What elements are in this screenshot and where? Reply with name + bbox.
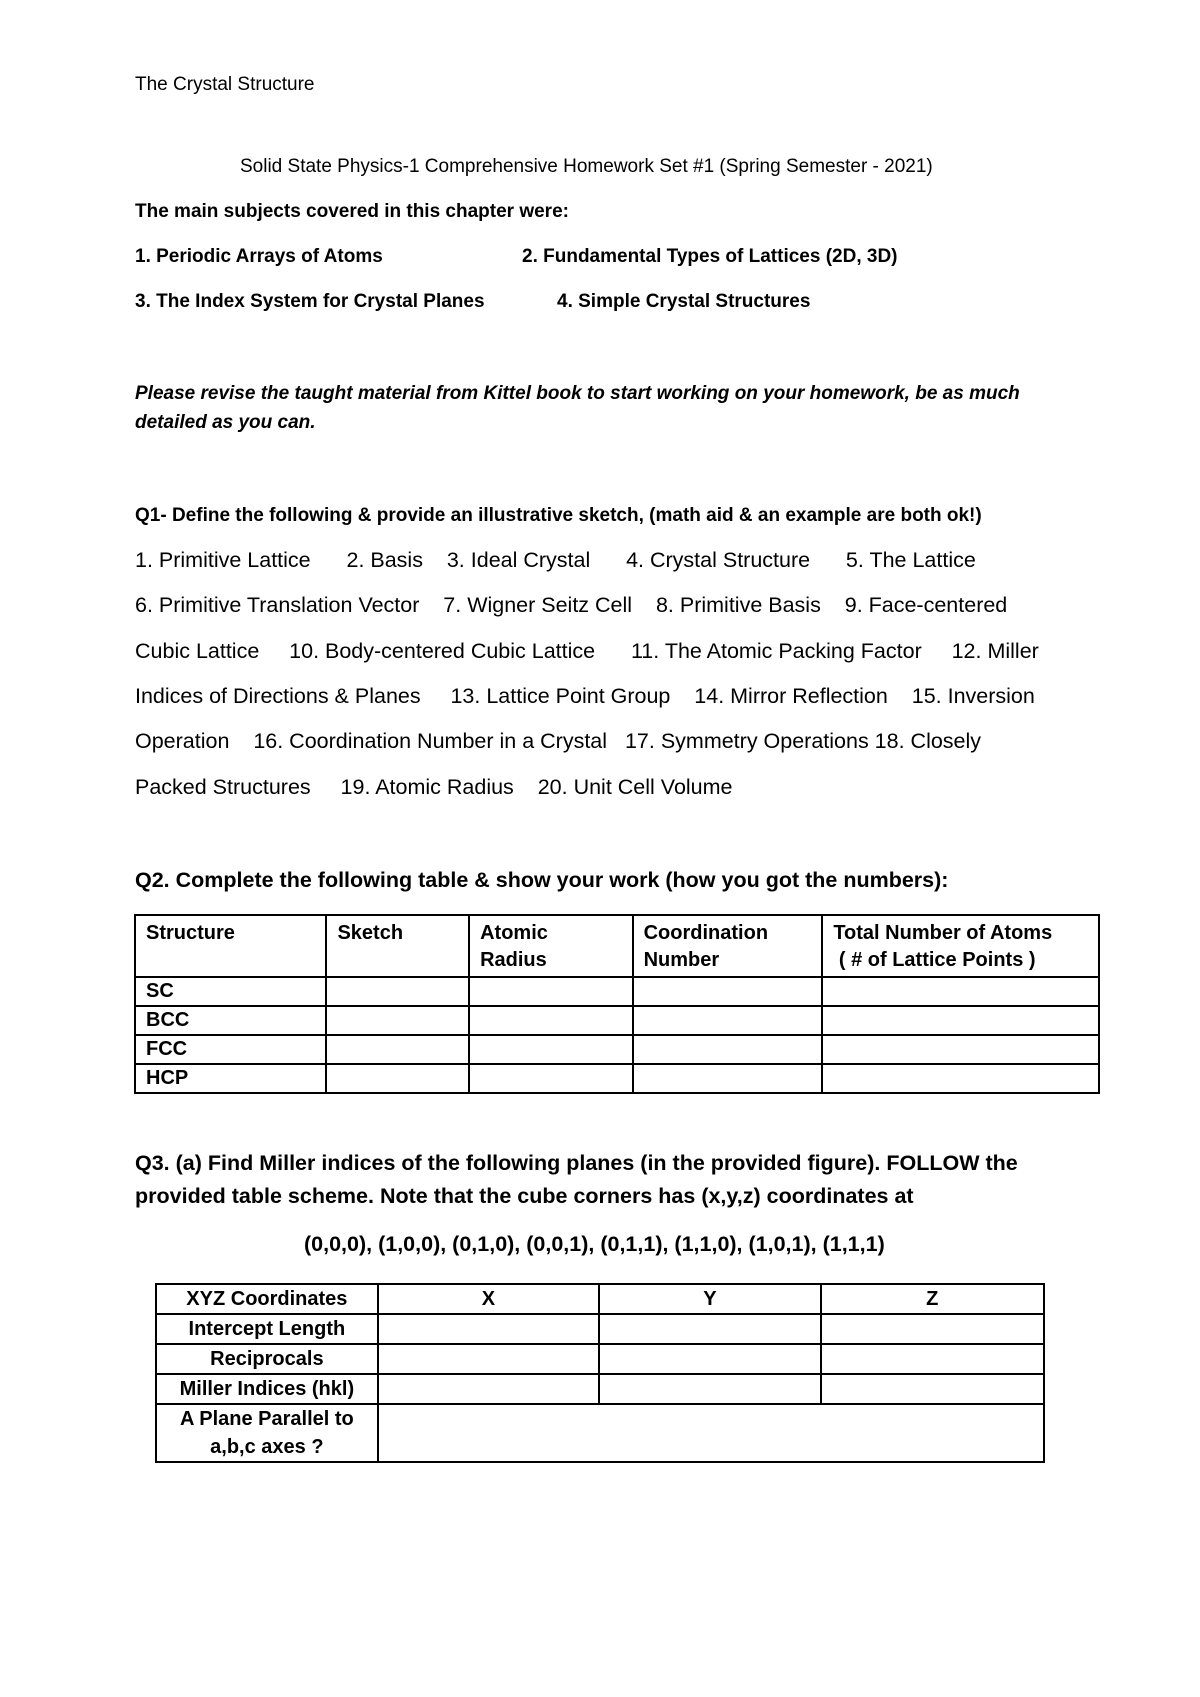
table-row [156,1374,1044,1404]
q1-terms-line-6: Packed Structures 19. Atomic Radius 20. Unit Cell Volume [135,775,733,799]
q3-cell[interactable] [378,1344,599,1374]
q2-prompt: Q2. Complete the following table & show your work (how you got the numbers): [135,868,949,892]
table-row [135,1064,1099,1093]
q3-row-label-miller: Miller Indices (hkl) [156,1374,378,1404]
q1-terms-line-3: Cubic Lattice 10. Body-centered Cubic Lattice 11. The Atomic Packing Factor 12. Miller [135,639,1039,663]
q2-header-total-atoms: Total Number of Atoms ( # of Lattice Points ) [822,915,1099,977]
q2-cell[interactable] [822,1006,1099,1035]
instruction-line-1: Please revise the taught material from Kittel book to start working on your homework, be as much [135,383,1020,404]
subjects-intro: The main subjects covered in this chapter were: [135,201,569,222]
q2-row-label-hcp: HCP [135,1064,326,1093]
q3-cell[interactable] [378,1374,599,1404]
q3-cell[interactable] [821,1344,1044,1374]
q2-cell[interactable] [326,977,469,1006]
q2-cell[interactable] [633,1006,823,1035]
q1-terms-line-5: Operation 16. Coordination Number in a Crystal 17. Symmetry Operations 18. Closely [135,729,982,753]
q2-cell[interactable] [633,1035,823,1064]
q3-cell[interactable] [821,1314,1044,1344]
q2-header-row [135,915,1099,977]
q3-row-label-intercept: Intercept Length [156,1314,378,1344]
course-line: Solid State Physics-1 Comprehensive Homework Set #1 (Spring Semester - 2021) [240,156,933,177]
q3-coordinates: (0,0,0), (1,0,0), (0,1,0), (0,0,1), (0,1,1), (1,1,0), (1,0,1), (1,1,1) [304,1232,885,1256]
q2-table [134,914,1100,1094]
q2-cell[interactable] [822,1064,1099,1093]
q3-row-label-plane-parallel: A Plane Parallel to a,b,c axes ? [156,1404,378,1462]
q3-prompt-line-1: Q3. (a) Find Miller indices of the following planes (in the provided figure). FOLLOW the [135,1151,1018,1175]
table-row [156,1344,1044,1374]
chapter-title: The Crystal Structure [135,74,315,95]
q3-header-x: X [378,1284,599,1314]
q2-cell[interactable] [326,1064,469,1093]
subject-item-3: 3. The Index System for Crystal Planes [135,291,485,312]
q2-cell[interactable] [469,1035,633,1064]
q1-terms-line-2: 6. Primitive Translation Vector 7. Wigner Seitz Cell 8. Primitive Basis 9. Face-centered [135,593,1008,617]
subject-item-4: 4. Simple Crystal Structures [557,291,811,312]
q2-row-label-fcc: FCC [135,1035,326,1064]
q3-table [155,1283,1045,1463]
q3-cell[interactable] [821,1374,1044,1404]
q1-terms-line-4: Indices of Directions & Planes 13. Lattice Point Group 14. Mirror Reflection 15. Inversion [135,684,1035,708]
q2-cell[interactable] [469,1064,633,1093]
q2-cell[interactable] [326,1006,469,1035]
table-row [135,1035,1099,1064]
q3-prompt-line-2: provided table scheme. Note that the cube corners has (x,y,z) coordinates at [135,1184,914,1208]
q2-cell[interactable] [469,1006,633,1035]
q2-row-label-sc: SC [135,977,326,1006]
q3-cell[interactable] [378,1314,599,1344]
q1-terms-line-1: 1. Primitive Lattice 2. Basis 3. Ideal Crystal 4. Crystal Structure 5. The Lattice [135,548,976,572]
q3-cell-plane-parallel[interactable] [378,1404,1044,1462]
table-row [135,977,1099,1006]
q1-prompt: Q1- Define the following & provide an illustrative sketch, (math aid & an example are both ok!) [135,505,982,526]
q3-header-row [156,1284,1044,1314]
q2-cell[interactable] [633,1064,823,1093]
q2-cell[interactable] [326,1035,469,1064]
q3-cell[interactable] [599,1374,820,1404]
table-row [135,1006,1099,1035]
q2-cell[interactable] [469,977,633,1006]
q2-header-atomic-radius: Atomic Radius [469,915,633,977]
subject-item-1: 1. Periodic Arrays of Atoms [135,246,383,267]
q2-header-structure: Structure [135,915,326,977]
q2-row-label-bcc: BCC [135,1006,326,1035]
q2-header-coordination-number: Coordination Number [633,915,823,977]
table-row [156,1404,1044,1462]
q2-cell[interactable] [633,977,823,1006]
q3-header-y: Y [599,1284,820,1314]
q2-cell[interactable] [822,977,1099,1006]
subject-item-2: 2. Fundamental Types of Lattices (2D, 3D) [522,246,898,267]
q2-header-sketch: Sketch [326,915,469,977]
instruction-line-2: detailed as you can. [135,412,316,433]
q3-header-z: Z [821,1284,1044,1314]
q3-header-xyz: XYZ Coordinates [156,1284,378,1314]
q2-cell[interactable] [822,1035,1099,1064]
q3-cell[interactable] [599,1314,820,1344]
table-row [156,1314,1044,1344]
q3-cell[interactable] [599,1344,820,1374]
q3-row-label-reciprocals: Reciprocals [156,1344,378,1374]
